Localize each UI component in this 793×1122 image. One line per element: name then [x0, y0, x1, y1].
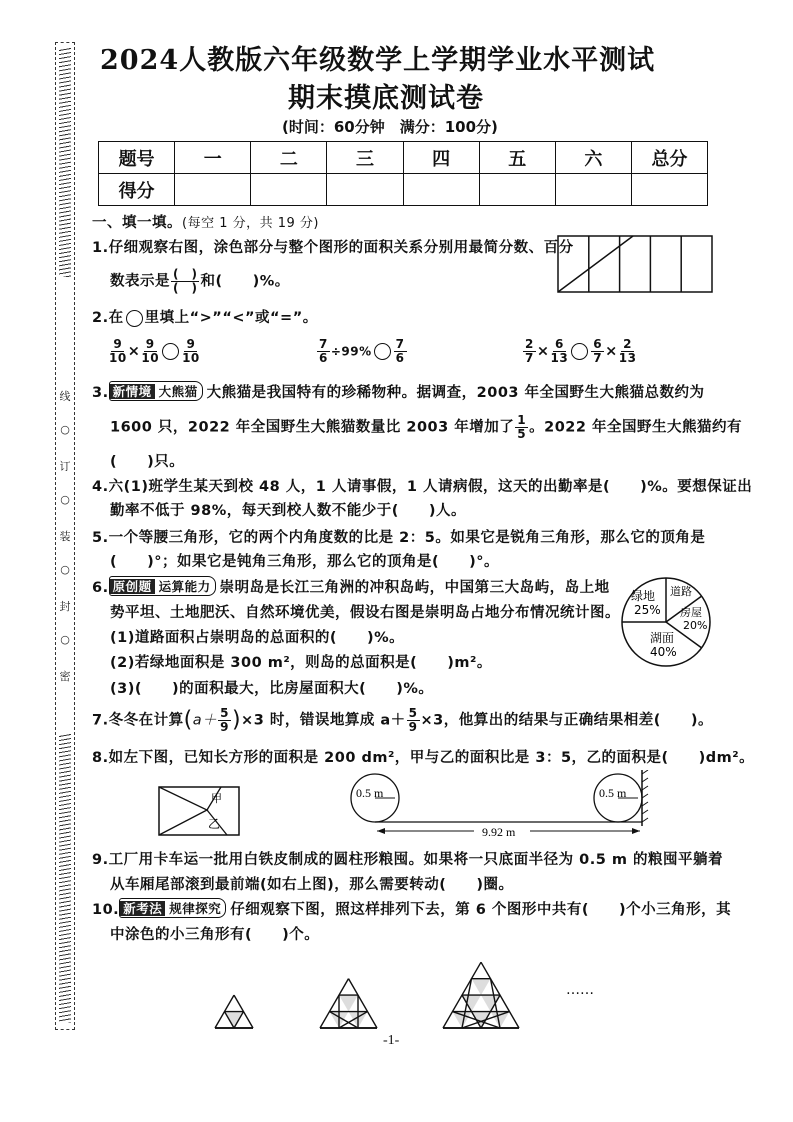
pie-label-road: 道路: [670, 585, 692, 598]
title-line1: 2024人教版六年级数学上学期学业水平测试: [100, 45, 656, 76]
subtitle: (时间：60分钟 满分：100分): [282, 118, 498, 136]
section-heading: [92, 211, 319, 232]
q1-rectangle-figure: [557, 235, 713, 293]
compare-circle[interactable]: [162, 343, 179, 360]
hatch-top: [59, 47, 71, 277]
hatch-bottom: [59, 733, 71, 1023]
score-label: 得分: [99, 174, 175, 206]
q10-line1: 10. 新考法 规律探究 仔细观察下图，照这样排列下去，第 6 个图形中共有( )个小三角形，其: [92, 898, 731, 919]
shaded-triangle: [472, 979, 491, 995]
q1-line1: 1.仔细观察右图，涂色部分与整个图形的面积关系分别用最简分数、百分: [92, 240, 574, 256]
triangle-pattern-figure: [200, 950, 560, 1030]
q9-line2: 从车厢尾部滚到最前端(如右上图)，那么需要转动( )圈。: [110, 877, 514, 893]
score-cell[interactable]: [403, 174, 479, 206]
q5-line1: 5.一个等腰三角形，它的两个内角度数的比是 2：5。如果它是锐角三角形，那么它的顶角是: [92, 530, 706, 546]
strip-char: ○: [60, 563, 70, 576]
header-cell: 五: [479, 142, 555, 174]
q1-line2: 数表示是 $\frac{( )}{( )}$ 和( )%。: [110, 267, 290, 295]
label-yi: 乙: [208, 817, 221, 831]
q8-line: 8.如左下图，已知长方形的面积是 200 dm²，甲与乙的面积比是 3：5，乙的面积是( )dm²。: [92, 750, 755, 766]
distance-label: 9.92 m: [482, 825, 516, 839]
strip-char: 线: [59, 390, 71, 403]
q3-line3: ( )只。: [110, 454, 185, 470]
header-cell: 四: [403, 142, 479, 174]
score-cell[interactable]: [479, 174, 555, 206]
answer-fraction[interactable]: $\frac{( )}{( )}$: [173, 267, 198, 295]
header-cell: 三: [327, 142, 403, 174]
score-table: [98, 141, 708, 206]
ellipsis: ……: [566, 982, 594, 998]
q2-expr3: $\frac{2}{7}$ × $\frac{6}{13}$ $\frac{6}{7}$ × $\frac{2}{13}$: [525, 337, 637, 365]
shaded-triangle: [225, 1012, 244, 1028]
pie-value-green: 25%: [634, 603, 661, 617]
q7-line: 7.冬冬在计算(a＋ $\frac{5}{9}$ )×3 时，错误地算成 a＋ $\frac{5}{9}$ ×3，他算出的结果与正确结果相差( )。: [92, 706, 714, 734]
radius-label: 0.5 m: [356, 786, 384, 800]
shaded-triangle: [462, 995, 481, 1011]
q2-line: 2.在 里填上“>”“<”或“=”。: [92, 310, 318, 326]
q8-rectangle-figure: [158, 786, 240, 836]
page-number: -1-: [383, 1033, 400, 1048]
title-line2: 期末摸底测试卷: [288, 83, 484, 114]
strip-char: 封: [59, 600, 71, 613]
q2-expr2: $\frac{7}{6}$ ÷99% $\frac{7}{6}$: [319, 337, 405, 365]
circle-icon: [126, 310, 143, 327]
section-title: 一、填一填。: [92, 215, 182, 231]
q3-line1: 3. 新情境 大熊猫 大熊猫是我国特有的珍稀物种。据调查，2003 年全国野生大熊猫总数约为: [92, 381, 705, 402]
strip-char: 装: [59, 530, 71, 543]
q6-line2: 势平坦、土地肥沃、自然环境优美，假设右图是崇明岛占地分布情况统计图。: [110, 605, 620, 621]
score-cell[interactable]: [555, 174, 631, 206]
pie-value-house: 20%: [683, 619, 708, 632]
tag: 新情境 大熊猫: [109, 381, 203, 401]
section-note: (每空 1 分，共 19 分): [182, 216, 319, 231]
strip-char: ○: [60, 633, 70, 646]
score-cell[interactable]: [631, 174, 707, 206]
q4-line1: 4.六(1)班学生某天到校 48 人，1 人请事假，1 人请病假，这天的出勤率是( )%。要想保证出: [92, 479, 753, 495]
q6-line1: 6. 原创题 运算能力 崇明岛是长江三角洲的冲积岛屿，中国第三大岛屿，岛上地: [92, 576, 610, 597]
strip-char: 订: [59, 460, 71, 473]
radius-label: 0.5 m: [599, 786, 627, 800]
strip-char: 密: [59, 670, 71, 683]
tag: 新考法 规律探究: [119, 898, 226, 918]
header-cell: 题号: [99, 142, 175, 174]
strip-char: ○: [60, 423, 70, 436]
q6-sub3: (3)( )的面积最大，比房屋面积大( )%。: [110, 681, 434, 697]
tag: 原创题 运算能力: [109, 576, 216, 596]
q6-sub1: (1)道路面积占崇明岛的总面积的( )%。: [110, 630, 405, 646]
compare-circle[interactable]: [571, 343, 588, 360]
header-cell: 总分: [631, 142, 707, 174]
q4-line2: 勤率不低于 98%，每天到校人数不能少于( )人。: [110, 503, 467, 519]
shaded-triangle: [481, 995, 500, 1011]
shaded-triangle: [339, 995, 358, 1011]
q5-line2: ( )°；如果它是钝角三角形，那么它的顶角是( )°。: [110, 554, 500, 570]
q10-line2: 中涂色的小三角形有( )个。: [110, 927, 320, 943]
q9-rolling-figure: [350, 770, 655, 845]
compare-circle[interactable]: [374, 343, 391, 360]
strip-char: ○: [60, 493, 70, 506]
pie-value-lake: 40%: [650, 645, 677, 659]
header-cell: 六: [555, 142, 631, 174]
land-use-pie-chart: [620, 576, 712, 668]
q9-line1: 9.工厂用卡车运一批用白铁皮制成的圆柱形粮囤。如果将一只底面半径为 0.5 m 的粮囤平躺着: [92, 852, 724, 868]
pie-label-house: 房屋: [680, 606, 702, 619]
score-cell[interactable]: [327, 174, 403, 206]
q6-sub2: (2)若绿地面积是 300 m²，则岛的总面积是( )m²。: [110, 655, 492, 671]
header-cell: 二: [251, 142, 327, 174]
label-jia: 甲: [211, 792, 222, 805]
score-cell[interactable]: [175, 174, 251, 206]
header-cell: 一: [175, 142, 251, 174]
q2-expr1: $\frac{9}{10}$ × $\frac{9}{10}$ $\frac{9}{10}$: [109, 337, 200, 365]
q3-line2: 1600 只，2022 年全国野生大熊猫数量比 2003 年增加了 $\frac{1}{5}$ 。2022 年全国野生大熊猫约有: [110, 413, 743, 441]
pie-label-green: 绿地: [631, 589, 656, 603]
pie-label-lake: 湖面: [650, 631, 675, 645]
binding-strip: [55, 42, 75, 1030]
score-cell[interactable]: [251, 174, 327, 206]
